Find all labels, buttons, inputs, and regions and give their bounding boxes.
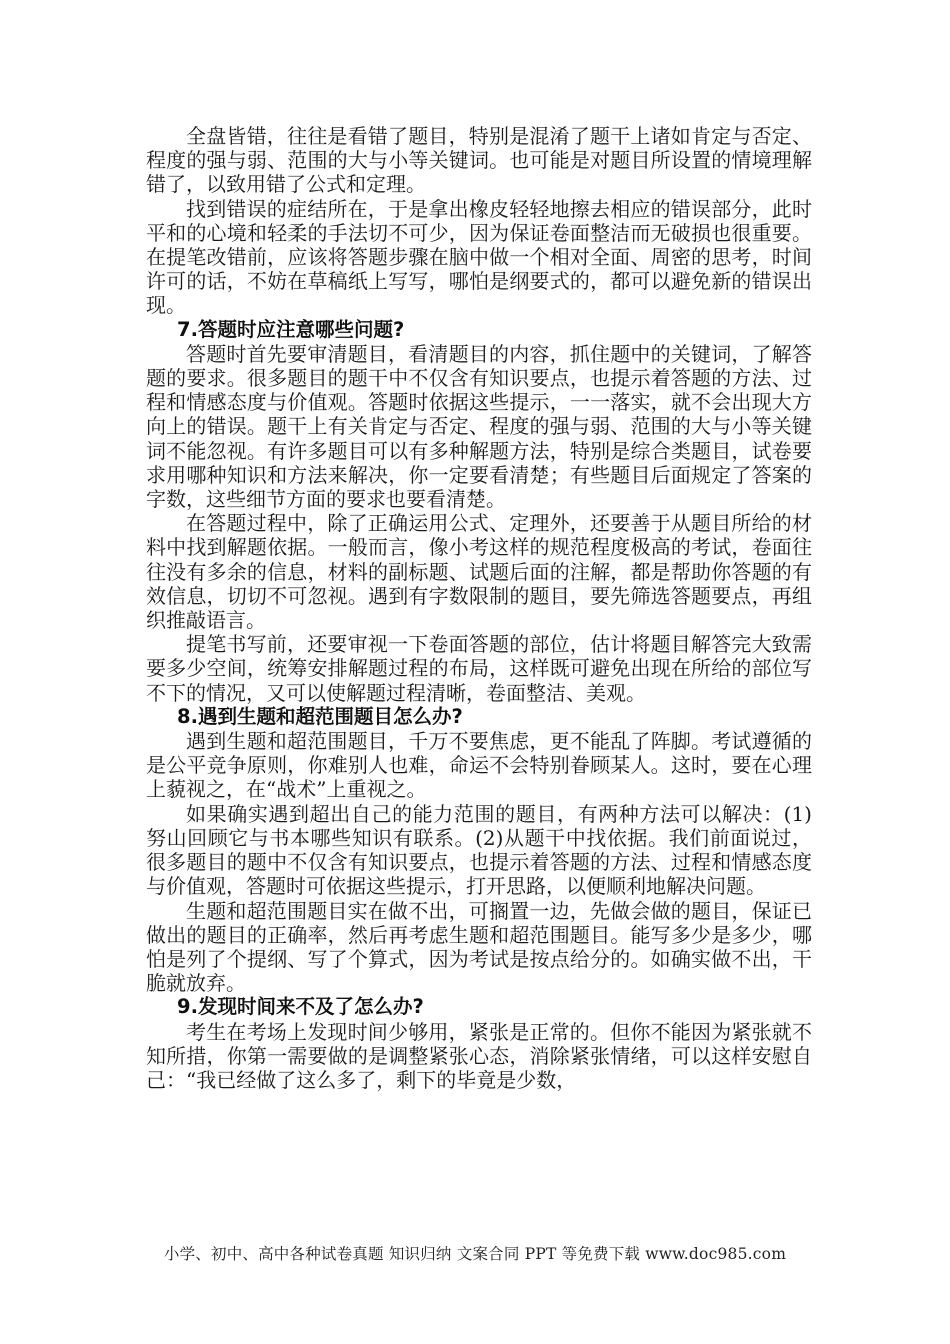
paragraph: 提笔书写前，还要审视一下卷面答题的部位，估计将题目解答完大致需要多少空间，统筹安排解题过程的布局，这样既可避免出现在所给的部位写不下的情况，又可以使解题过程清晰，卷面整洁、美观。 bbox=[146, 632, 812, 705]
paragraph: 生题和超范围题目实在做不出，可搁置一边，先做会做的题目，保证已做出的题目的正确率，然后再考虑生题和超范围题目。能写多少是多少，哪怕是列了个提纲、写了个算式，因为考试是按点给分的。如确实做不出，干脆就放弃。 bbox=[146, 898, 812, 996]
section-heading: 9.发现时间来不及了怎么办? bbox=[177, 995, 424, 1019]
section-heading: 7.答题时应注意哪些问题? bbox=[177, 317, 405, 341]
page-footer: 小学、初中、高中各种试卷真题 知识归纳 文案合同 PPT 等免费下载 www.doc985.com bbox=[163, 1245, 787, 1263]
document-body bbox=[146, 124, 812, 1092]
paragraph: 答题时首先要审清题目，看清题目的内容，抓住题中的关键词，了解答题的要求。很多题目的题干中不仅含有知识要点，也提示着答题的方法、过程和情感态度与价值观。答题时依据这些提示，一一落实，就不会出现大方向上的错误。题干上有关肯定与否定、程度的强与弱、范围的大与小等关键词不能忽视。有许多题目可以有多种解题方法，特别是综合类题目，试卷要求用哪种知识和方法来解决，你一定要看清楚；有些题目后面规定了答案的字数，这些细节方面的要求也要看清楚。 bbox=[146, 341, 812, 512]
paragraph: 全盘皆错，往往是看错了题目，特别是混淆了题干上诸如肯定与否定、程度的强与弱、范围的大与小等关键词。也可能是对题目所设置的情境理解错了，以致用错了公式和定理。 bbox=[146, 124, 812, 197]
paragraph: 遇到生题和超范围题目，千万不要焦虑，更不能乱了阵脚。考试遵循的是公平竞争原则，你难别人也难，命运不会特别眷顾某人。这时，要在心理上藐视之，在“战术”上重视之。 bbox=[146, 729, 812, 802]
section-heading: 8.遇到生题和超范围题目怎么办? bbox=[177, 704, 463, 728]
paragraph: 找到错误的症结所在，于是拿出橡皮轻轻地擦去相应的错误部分，此时平和的心境和轻柔的手法切不可少，因为保证卷面整洁而无破损也很重要。在提笔改错前，应该将答题步骤在脑中做一个相对全面、周密的思考，时间许可的话，不妨在草稿纸上写写，哪怕是纲要式的，都可以避免新的错误出现。 bbox=[146, 196, 812, 318]
paragraph: 在答题过程中，除了正确运用公式、定理外，还要善于从题目所给的材料中找到解题依据。一般而言，像小考这样的规范程度极高的考试，卷面往往没有多余的信息，材料的副标题、试题后面的注解，都是帮助你答题的有效信息，切切不可忽视。遇到有字数限制的题目，要先筛选答题要点，再组织推敲语言。 bbox=[146, 511, 812, 633]
paragraph: 如果确实遇到超出自己的能力范围的题目，有两种方法可以解决：(1)努山回顾它与书本哪些知识有联系。(2)从题干中找依据。我们前面说过，很多题目的题中不仅含有知识要点，也提示着答题的方法、过程和情感态度与价值观，答题时可依据这些提示，打开思路，以便顺利地解决问题。 bbox=[146, 801, 812, 899]
paragraph: 考生在考场上发现时间少够用，紧张是正常的。但你不能因为紧张就不知所措，你第一需要做的是调整紧张心态，消除紧张情绪，可以这样安慰自己：“我已经做了这么多了，剩下的毕竟是少数， bbox=[146, 1019, 812, 1092]
